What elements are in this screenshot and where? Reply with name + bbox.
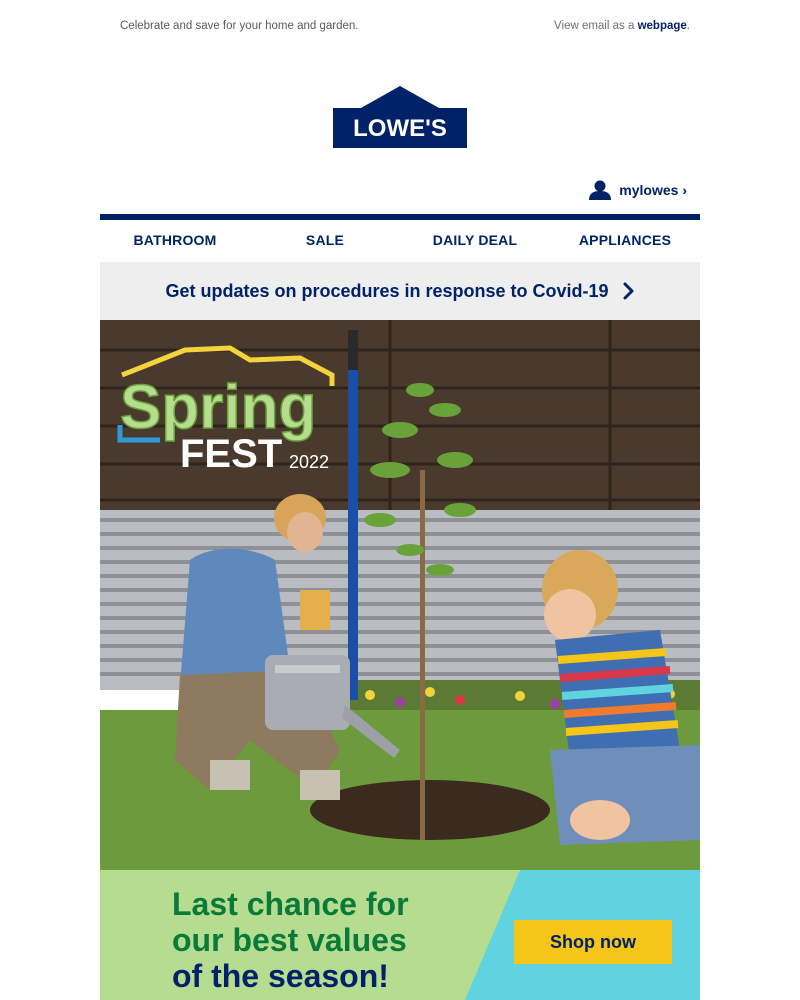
promo-headline-line-2: our best values xyxy=(172,922,407,958)
promo-banner xyxy=(100,870,700,1000)
webpage-link[interactable]: webpage xyxy=(637,20,687,32)
promo-headline xyxy=(172,886,472,994)
user-icon xyxy=(589,180,611,200)
covid-updates-text: Get updates on procedures in response to Covid-19 xyxy=(165,280,609,301)
view-online-suffix: . xyxy=(686,20,690,32)
fest-year: 2022 xyxy=(289,452,330,472)
lowes-logo[interactable] xyxy=(333,86,467,148)
main-nav xyxy=(100,214,700,260)
hero-image[interactable] xyxy=(100,320,700,870)
shovel xyxy=(348,330,358,700)
covid-updates-bar[interactable] xyxy=(100,262,700,320)
logo-text: LOWE'S xyxy=(353,115,447,142)
mylowes-label: mylowes › xyxy=(619,182,687,198)
nav-appliances[interactable]: APPLIANCES xyxy=(578,232,672,248)
promo-headline-line-1: Last chance for xyxy=(172,886,409,922)
preheader-tagline: Celebrate and save for your home and garden. xyxy=(120,20,359,32)
chevron-right-icon xyxy=(623,282,635,300)
view-online xyxy=(554,20,690,32)
preheader xyxy=(120,20,690,36)
nav-bathroom[interactable]: BATHROOM xyxy=(133,232,217,248)
mylowes-link[interactable] xyxy=(589,176,687,204)
view-online-prefix: View email as a xyxy=(554,20,638,32)
nav-sale[interactable]: SALE xyxy=(305,232,345,248)
promo-headline-line-3: of the season! xyxy=(172,958,389,994)
dirt-patch xyxy=(310,780,550,840)
spring-word: Spring xyxy=(120,373,317,442)
shop-now-button[interactable]: Shop now xyxy=(514,920,672,964)
nav-daily-deal[interactable]: DAILY DEAL xyxy=(432,232,518,248)
fest-word: FEST xyxy=(180,432,283,476)
tree xyxy=(420,470,425,840)
